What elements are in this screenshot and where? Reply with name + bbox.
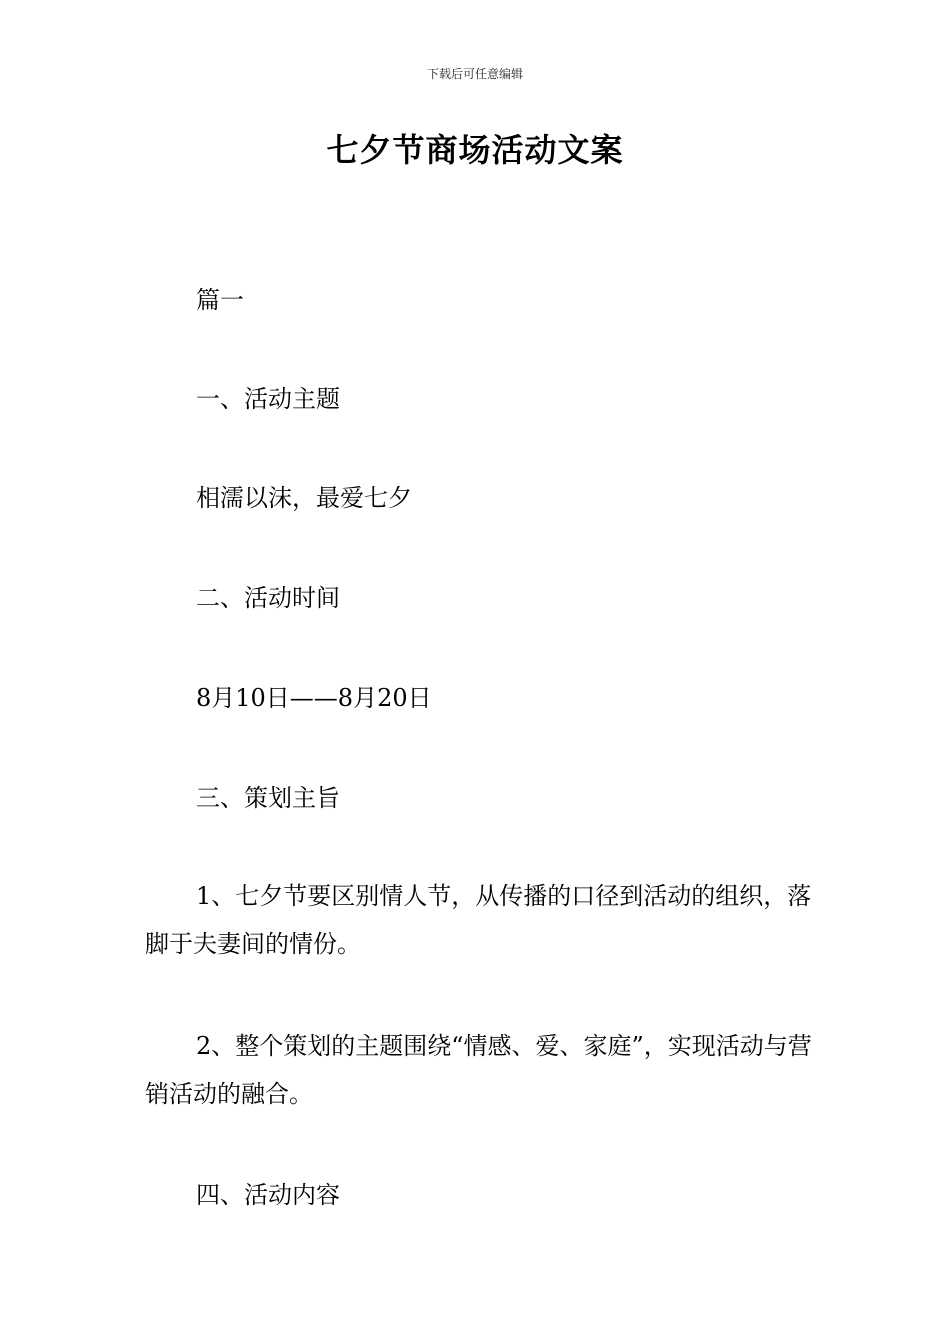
heading-activity-theme: 一、活动主题	[196, 385, 340, 413]
purpose-item-2: 2、整个策划的主题围绕“情感、爱、家庭”，实现活动与营销活动的融合。	[145, 1032, 812, 1108]
theme-text: 相濡以沫，最爱七夕	[196, 484, 412, 512]
document-title: 七夕节商场活动文案	[326, 131, 624, 169]
header-note: 下载后可任意编辑	[426, 67, 523, 81]
heading-planning-purpose: 三、策划主旨	[196, 784, 340, 812]
purpose-item-1: 1、七夕节要区别情人节，从传播的口径到活动的组织，落脚于夫妻间的情份。	[145, 882, 812, 958]
section-label: 篇一	[196, 286, 244, 314]
time-text: 8月10日——8月20日	[196, 684, 432, 712]
heading-activity-time: 二、活动时间	[196, 584, 340, 612]
heading-activity-content: 四、活动内容	[196, 1181, 340, 1209]
